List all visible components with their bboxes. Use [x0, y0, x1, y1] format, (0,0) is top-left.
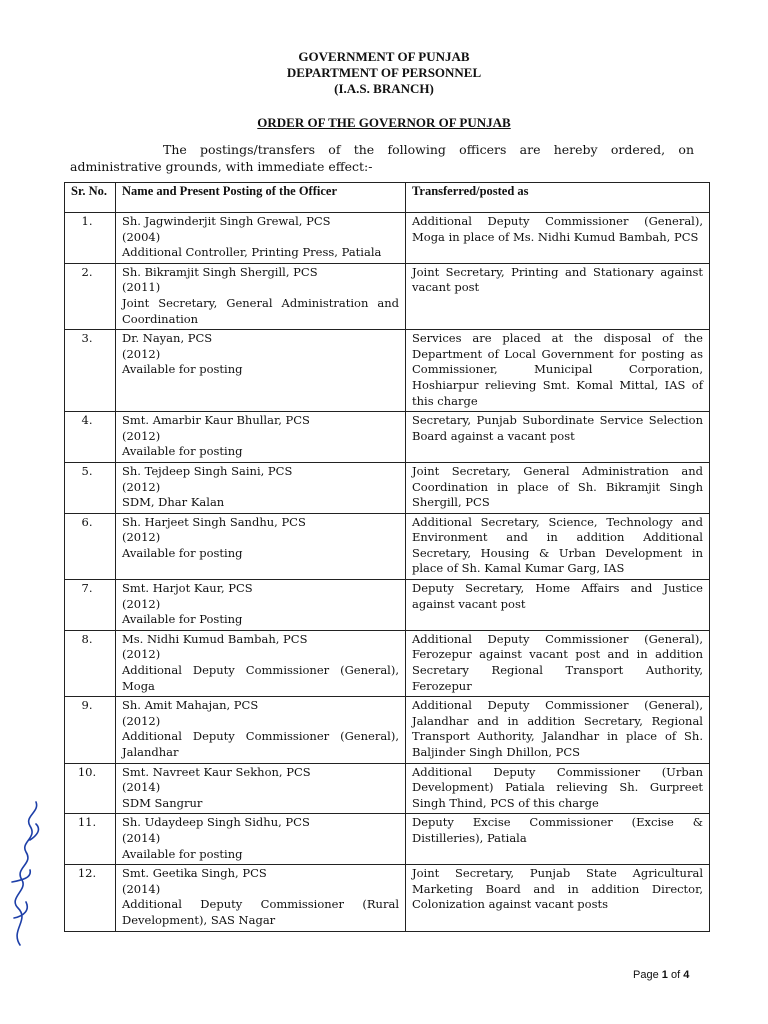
row-transferred-to: Deputy Secretary, Home Affairs and Justice against vacant post [406, 580, 710, 631]
row-sr-no: 5. [65, 462, 116, 513]
officer-year: (2012) [122, 713, 161, 728]
table-row [65, 513, 710, 579]
officer-year: (2014) [122, 830, 161, 845]
officer-year: (2004) [122, 229, 161, 244]
row-transferred-to: Deputy Excise Commissioner (Excise & Distilleries), Patiala [406, 814, 710, 865]
row-officer-cell [116, 330, 406, 412]
row-officer-cell [116, 462, 406, 513]
row-sr-no: 10. [65, 763, 116, 814]
officer-name: Sh. Tejdeep Singh Saini, PCS [122, 463, 293, 478]
officer-name: Smt. Navreet Kaur Sekhon, PCS [122, 764, 311, 779]
postings-table [64, 182, 710, 932]
officer-posting: SDM, Dhar Kalan [122, 495, 225, 510]
intro-paragraph: The postings/transfers of the following officers are hereby ordered, on administrative grounds, with immediate effect:- [70, 142, 694, 174]
officer-posting: Additional Deputy Commissioner (Rural Development), SAS Nagar [122, 897, 399, 927]
row-officer-cell [116, 865, 406, 931]
table-row [65, 213, 710, 264]
row-transferred-to: Additional Deputy Commissioner (Urban Development) Patiala relieving Sh. Gurpreet Singh Thind, PCS of this charge [406, 763, 710, 814]
officer-posting: Available for posting [122, 362, 243, 377]
officer-year: (2014) [122, 881, 161, 896]
table-row [65, 865, 710, 931]
table-row [65, 412, 710, 463]
row-sr-no: 7. [65, 580, 116, 631]
header-government: GOVERNMENT OF PUNJAB [298, 49, 470, 64]
row-sr-no: 6. [65, 513, 116, 579]
page-of-word: of [670, 969, 681, 981]
header-department: DEPARTMENT OF PERSONNEL [286, 65, 482, 80]
table-row [65, 630, 710, 696]
row-officer-cell [116, 580, 406, 631]
officer-name: Sh. Udaydeep Singh Sidhu, PCS [122, 815, 310, 830]
officer-posting: Available for posting [122, 545, 243, 560]
page-current: 1 [661, 969, 668, 981]
officer-name: Smt. Harjot Kaur, PCS [122, 581, 253, 596]
row-transferred-to: Joint Secretary, General Administration and Coordination in place of Sh. Bikramjit Singh Shergill, PCS [406, 462, 710, 513]
officer-year: (2012) [122, 596, 161, 611]
row-transferred-to: Joint Secretary, Printing and Stationary against vacant post [406, 263, 710, 329]
row-sr-no: 2. [65, 263, 116, 329]
table-row [65, 263, 710, 329]
officer-posting: Available for posting [122, 846, 243, 861]
officer-posting: Additional Deputy Commissioner (General), Jalandhar [122, 729, 399, 759]
officer-posting: Joint Secretary, General Administration and Coordination [122, 295, 399, 326]
page-footer [633, 969, 689, 981]
row-sr-no: 4. [65, 412, 116, 463]
row-officer-cell [116, 263, 406, 329]
row-officer-cell [116, 697, 406, 763]
officer-name: Smt. Amarbir Kaur Bhullar, PCS [122, 413, 310, 428]
row-transferred-to: Additional Secretary, Science, Technology and Environment and in addition Additional Secretary, Housing & Urban Development in place of Sh. Kamal Kumar Garg, IAS [406, 513, 710, 579]
document-header [0, 49, 768, 97]
row-officer-cell [116, 630, 406, 696]
officer-posting: Available for posting [122, 444, 243, 459]
officer-name: Sh. Bikramjit Singh Shergill, PCS [122, 264, 318, 279]
table-row [65, 580, 710, 631]
row-officer-cell [116, 412, 406, 463]
row-transferred-to: Additional Deputy Commissioner (General), Jalandhar and in addition Secretary, Regional Transport Authority, Jalandhar in place of Sh. Baljinder Singh Dhillon, PCS [406, 697, 710, 763]
header-sr-no: Sr. No. [65, 183, 116, 213]
officer-year: (2014) [122, 780, 161, 795]
table-row [65, 330, 710, 412]
officer-year: (2012) [122, 530, 161, 545]
officer-name: Sh. Amit Mahajan, PCS [122, 698, 259, 713]
row-officer-cell [116, 213, 406, 264]
header-branch: (I.A.S. BRANCH) [334, 81, 434, 96]
row-transferred-to: Additional Deputy Commissioner (General), Moga in place of Ms. Nidhi Kumud Bambah, PCS [406, 213, 710, 264]
row-sr-no: 11. [65, 814, 116, 865]
row-transferred-to: Joint Secretary, Punjab State Agricultural Marketing Board and in addition Director, Colonization against vacant posts [406, 865, 710, 931]
table-row [65, 814, 710, 865]
row-officer-cell [116, 763, 406, 814]
row-transferred-to: Additional Deputy Commissioner (General), Ferozepur against vacant post and in addition Secretary Regional Transport Authority, Ferozepur [406, 630, 710, 696]
row-sr-no: 9. [65, 697, 116, 763]
order-title: ORDER OF THE GOVERNOR OF PUNJAB [257, 115, 511, 130]
handwritten-signature [0, 790, 60, 950]
row-sr-no: 1. [65, 213, 116, 264]
officer-posting: SDM Sangrur [122, 795, 203, 810]
page-word: Page [633, 969, 659, 981]
officer-year: (2012) [122, 428, 161, 443]
officer-name: Ms. Nidhi Kumud Bambah, PCS [122, 631, 308, 646]
officer-name: Dr. Nayan, PCS [122, 331, 213, 346]
row-sr-no: 12. [65, 865, 116, 931]
table-row [65, 763, 710, 814]
officer-posting: Additional Deputy Commissioner (General), Moga [122, 663, 399, 693]
officer-year: (2012) [122, 647, 161, 662]
officer-name: Sh. Harjeet Singh Sandhu, PCS [122, 514, 306, 529]
row-transferred-to: Services are placed at the disposal of the Department of Local Government for posting as Commissioner, Municipal Corporation, Hoshiarpur relieving Smt. Komal Mittal, IAS of this charge [406, 330, 710, 412]
header-transferred: Transferred/posted as [406, 183, 710, 213]
page-total: 4 [683, 969, 690, 981]
table-row [65, 462, 710, 513]
table-header-row [65, 183, 710, 213]
row-officer-cell [116, 814, 406, 865]
table-row [65, 697, 710, 763]
officer-year: (2012) [122, 346, 161, 361]
row-officer-cell [116, 513, 406, 579]
header-name-posting: Name and Present Posting of the Officer [116, 183, 406, 213]
row-sr-no: 8. [65, 630, 116, 696]
officer-name: Smt. Geetika Singh, PCS [122, 866, 267, 881]
table-body [65, 213, 710, 932]
officer-posting: Additional Controller, Printing Press, Patiala [122, 245, 382, 260]
row-sr-no: 3. [65, 330, 116, 412]
officer-year: (2011) [122, 280, 161, 295]
officer-year: (2012) [122, 479, 161, 494]
row-transferred-to: Secretary, Punjab Subordinate Service Selection Board against a vacant post [406, 412, 710, 463]
officer-name: Sh. Jagwinderjit Singh Grewal, PCS [122, 214, 331, 228]
officer-posting: Available for Posting [122, 612, 243, 627]
